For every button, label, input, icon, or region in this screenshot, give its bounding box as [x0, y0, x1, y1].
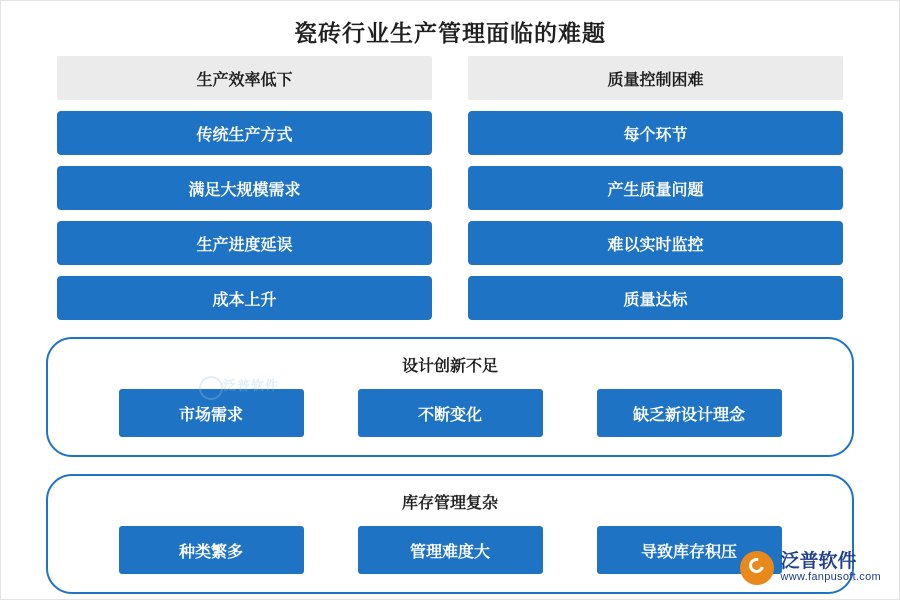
brand-logo-icon [740, 551, 774, 585]
panel-item[interactable]: 导致库存积压 [597, 526, 782, 574]
page-title: 瓷砖行业生产管理面临的难题 [294, 20, 606, 46]
columns-section [1, 56, 899, 320]
brand-url: www.fanpusoft.com [780, 571, 881, 584]
panel-item[interactable]: 管理难度大 [358, 526, 543, 574]
brand-logo [740, 551, 881, 585]
column-header: 质量控制困难 [468, 56, 843, 100]
panel-design-innovation [46, 337, 854, 457]
watermark-text: 泛普软件 [223, 378, 280, 393]
brand-name: 泛普软件 [780, 551, 857, 573]
panel-title: 设计创新不足 [401, 358, 498, 375]
column-item[interactable]: 传统生产方式 [57, 111, 432, 155]
column-item[interactable]: 质量达标 [468, 276, 843, 320]
panel-item[interactable]: 不断变化 [358, 389, 543, 437]
brand-logo-text [781, 552, 881, 583]
column-header: 生产效率低下 [57, 56, 432, 100]
column-quality-control [468, 56, 843, 320]
panel-items [48, 526, 852, 574]
panel-item[interactable]: 市场需求 [119, 389, 304, 437]
panel-item[interactable]: 缺乏新设计理念 [597, 389, 782, 437]
panel-item[interactable]: 种类繁多 [119, 526, 304, 574]
column-item[interactable]: 生产进度延误 [57, 221, 432, 265]
column-item[interactable]: 每个环节 [468, 111, 843, 155]
column-item[interactable]: 满足大规模需求 [57, 166, 432, 210]
panel-title: 库存管理复杂 [401, 495, 498, 512]
column-production-efficiency [57, 56, 432, 320]
column-item[interactable]: 成本上升 [57, 276, 432, 320]
column-item[interactable]: 产生质量问题 [468, 166, 843, 210]
column-item[interactable]: 难以实时监控 [468, 221, 843, 265]
panel-items [48, 389, 852, 437]
panel-inventory-management [46, 474, 854, 594]
